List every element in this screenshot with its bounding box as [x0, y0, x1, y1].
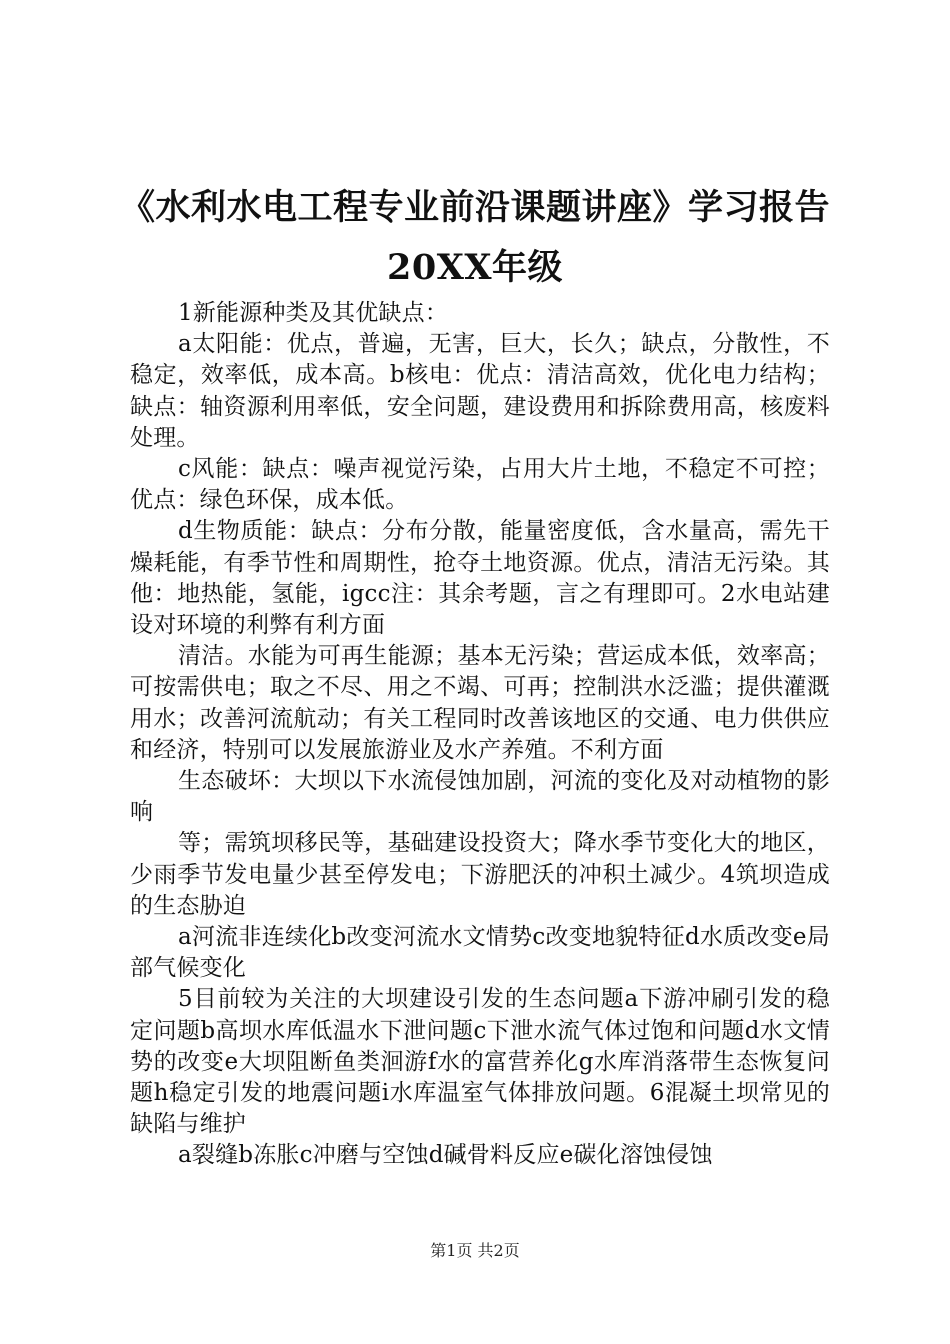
paragraph: 1新能源种类及其优缺点：: [178, 300, 449, 326]
paragraph: c风能：缺点：噪声视觉污染，占用大片土地，不稳定不可控；优点：绿色环保，成本低。: [130, 456, 830, 514]
document-title: 《水利水电工程专业前沿课题讲座》学习报告: [120, 187, 831, 228]
document-subtitle: 20XX年级: [386, 247, 564, 288]
paragraph: a河流非连续化b改变河流水文情势c改变地貌特征d水质改变e局部气候变化: [130, 924, 830, 982]
page-number-footer: 第1页 共2页: [430, 1241, 520, 1260]
paragraph: 清洁。水能为可再生能源；基本无污染；营运成本低，效率高；可按需供电；取之不尽、用之不竭、可再；控制洪水泛滥；提供灌溉用水；改善河流航动；有关工程同时改善该地区的交通、电力供供应和经济，特别可以发展旅游业及水产养殖。不利方面: [130, 643, 830, 763]
paragraph: 生态破坏：大坝以下水流侵蚀加剧，河流的变化及对动植物的影响: [130, 768, 830, 826]
paragraph: a太阳能：优点，普遍，无害，巨大，长久；缺点，分散性，不稳定，效率低，成本高。b核电：优点：清洁高效，优化电力结构；缺点：轴资源利用率低，安全问题，建设费用和拆除费用高，核废料处理。: [130, 331, 830, 451]
paragraph: d生物质能：缺点：分布分散，能量密度低，含水量高，需先干燥耗能，有季节性和周期性，抢夺土地资源。优点，清洁无污染。其他：地热能，氢能，igcc注：其余考题，言之有理即可。2水电站建设对环境的利弊有利方面: [130, 518, 830, 639]
paragraph: a裂缝b冻胀c冲磨与空蚀d碱骨料反应e碳化溶蚀侵蚀: [178, 1142, 713, 1169]
paragraph: 5目前较为关注的大坝建设引发的生态问题a下游冲刷引发的稳定问题b高坝水库低温水下泄问题c下泄水流气体过饱和问题d水文情势的改变e大坝阻断鱼类洄游f水的富营养化g水库消落带生态恢复问题h稳定引发的地震问题i水库温室气体排放问题。6混凝土坝常见的缺陷与维护: [130, 986, 830, 1138]
document-body: [130, 298, 830, 1172]
paragraph: 等；需筑坝移民等，基础建设投资大；降水季节变化大的地区，少雨季节发电量少甚至停发电；下游肥沃的冲积土减少。4筑坝造成的生态胁迫: [130, 830, 830, 919]
